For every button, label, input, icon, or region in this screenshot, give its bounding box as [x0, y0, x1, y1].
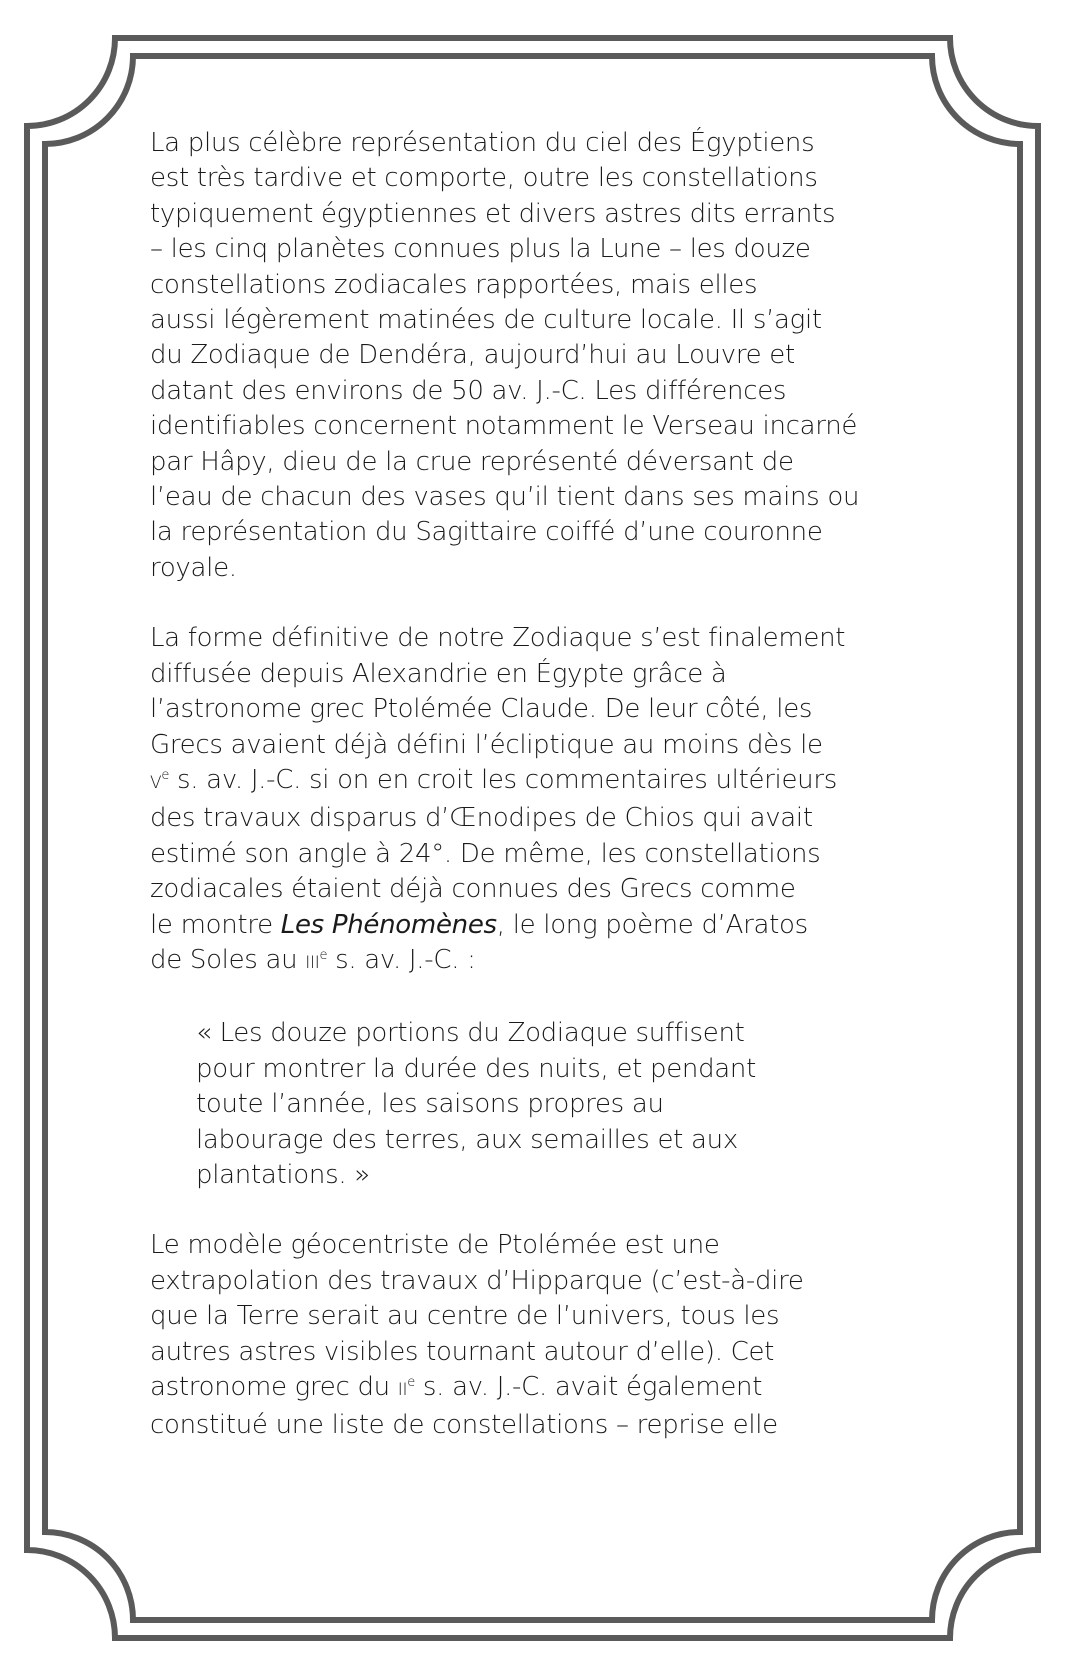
work-title: Les Phénomènes: [280, 909, 497, 940]
text-line: Grecs avaient déjà défini l’écliptique au moins dès le: [150, 729, 823, 760]
text-line: aussi légèrement matinées de culture locale. Il s’agit: [150, 305, 822, 336]
text-fragment: s. av. J.-C. avait également: [414, 1372, 763, 1402]
text-line: autres astres visibles tournant autour d’elle). Cet: [150, 1336, 775, 1367]
text-line: – les cinq planètes connues plus la Lune – les douze: [150, 234, 811, 265]
text-line: estimé son angle à 24°. De même, les constellations: [150, 838, 821, 869]
text-fragment: s. av. J.-C. si on en croit les commentaires ultérieurs: [169, 764, 837, 795]
text-line: que la Terre serait au centre de l’univers, tous les: [150, 1301, 780, 1332]
century-numeral: V: [150, 772, 162, 793]
text-line: est très tardive et comporte, outre les constellations: [150, 163, 818, 194]
text-fragment: de Soles au: [150, 944, 306, 975]
text-line: royale.: [150, 552, 237, 583]
text-line: l’eau de chacun des vases qu’il tient dans ses mains ou: [150, 482, 860, 513]
text-line: zodiacales étaient déjà connues des Grecs comme: [150, 874, 796, 905]
text-fragment: s. av. J.-C. :: [327, 944, 476, 975]
text-line: la représentation du Sagittaire coiffé d’une couronne: [150, 517, 823, 548]
block-quote: [196, 1016, 930, 1193]
century-numeral: III: [305, 952, 320, 973]
quote-line: pour montrer la durée des nuits, et pendant: [196, 1053, 757, 1084]
text-line: La plus célèbre représentation du ciel des Égyptiens: [150, 128, 815, 158]
paragraph-spacer: [150, 586, 930, 621]
paragraph-ptolemy-zodiac: [150, 621, 930, 981]
text-line: du Zodiaque de Dendéra, aujourd’hui au Louvre et: [150, 340, 795, 371]
document-body: [150, 126, 930, 1444]
text-line: l’astronome grec Ptolémée Claude. De leur côté, les: [150, 694, 813, 725]
text-line: datant des environs de 50 av. J.-C. Les différences: [150, 375, 787, 406]
text-line: [150, 908, 930, 943]
text-line: Le modèle géocentriste de Ptolémée est une: [150, 1230, 720, 1261]
century-superscript: e: [407, 1375, 415, 1390]
century-superscript: e: [319, 947, 328, 963]
quote-line: « Les douze portions du Zodiaque suffisent: [196, 1018, 745, 1049]
quote-line: labourage des terres, aux semailles et aux: [196, 1124, 738, 1155]
century-numeral: II: [397, 1380, 408, 1400]
paragraph-spacer: [150, 1193, 930, 1228]
quote-line: plantations. »: [196, 1159, 370, 1190]
text-line: par Hâpy, dieu de la crue représenté déversant de: [150, 446, 794, 477]
paragraph-dendera: [150, 126, 930, 586]
text-line: constellations zodiacales rapportées, mais elles: [150, 269, 758, 300]
century-superscript: e: [161, 767, 170, 783]
text-line: constitué une liste de constellations – reprise elle: [150, 1410, 778, 1441]
text-line: diffusée depuis Alexandrie en Égypte grâce à: [150, 658, 727, 689]
text-line: typiquement égyptiennes et divers astres dits errants: [150, 198, 836, 229]
text-fragment: , le long poème d’Aratos: [496, 909, 808, 940]
text-fragment: le montre: [150, 909, 281, 940]
text-line: identifiables concernent notamment le Verseau incarné: [150, 411, 858, 442]
text-line: [150, 763, 930, 801]
text-line: [150, 943, 930, 981]
text-line: des travaux disparus d’Œnodipes de Chios qui avait: [150, 803, 813, 834]
paragraph-spacer: [150, 981, 930, 1016]
text-line: extrapolation des travaux d’Hipparque (c’est-à-dire: [150, 1265, 804, 1296]
quote-line: toute l’année, les saisons propres au: [196, 1089, 664, 1120]
text-line: La forme définitive de notre Zodiaque s’est finalement: [150, 623, 846, 654]
text-fragment: astronome grec du: [150, 1372, 398, 1402]
paragraph-geocentric: [150, 1228, 930, 1443]
text-line: [150, 1370, 930, 1408]
